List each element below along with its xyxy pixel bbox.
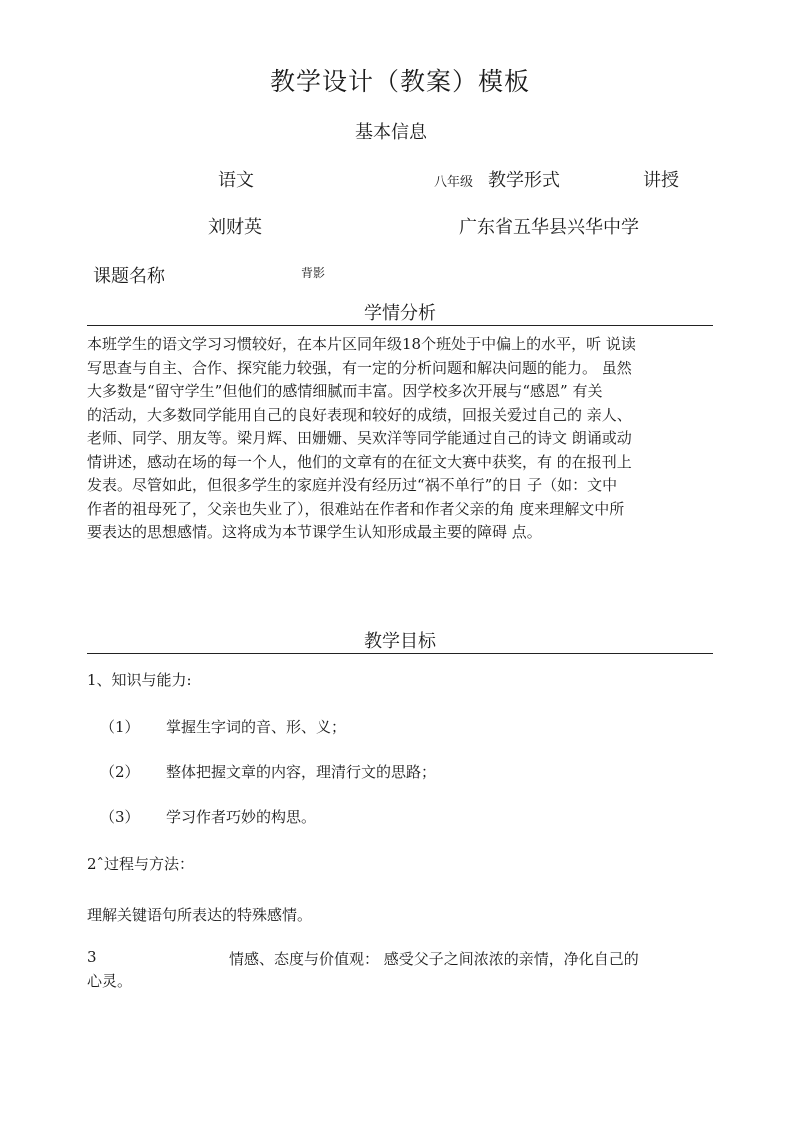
teacher-name: 刘财英 — [208, 217, 262, 238]
analysis-line: 写思查与自主、合作、探究能力较强，有一定的分析问题和解决问题的能力。 虽然 — [87, 358, 632, 377]
objective-item-number: （1） — [100, 718, 140, 736]
basic-info-heading: 基本信息 — [355, 122, 427, 143]
objective-section-2: 2ˆ过程与方法： — [87, 855, 195, 873]
topic-value: 背影 — [301, 266, 326, 280]
analysis-line: 情讲述，感动在场的每一个人，他们的文章有的在征文大赛中获奖，有 的在报刊上 — [87, 452, 632, 471]
objective-section-3-text: 情感、态度与价值观： 感受父子之间浓浓的亲情，净化自己的 — [229, 950, 639, 968]
analysis-heading: 学情分析 — [364, 303, 436, 324]
objective-section-2-text: 理解关键语句所表达的特殊感情。 — [87, 906, 313, 924]
subject-value: 语文 — [218, 170, 254, 191]
teaching-form-value: 讲授 — [643, 170, 679, 191]
objective-item-text: 学习作者巧妙的构思。 — [166, 808, 317, 826]
analysis-line: 作者的祖母死了，父亲也失业了），很难站在作者和作者父亲的角 度来理解文中所 — [87, 499, 625, 518]
objective-item-number: （2） — [100, 763, 140, 781]
objective-section-3-continuation: 心灵。 — [87, 972, 133, 990]
objectives-divider — [87, 653, 713, 654]
objective-section-3-number: 3 — [87, 948, 97, 966]
page-title: 教学设计（教案）模板 — [269, 67, 530, 96]
topic-label: 课题名称 — [93, 266, 165, 287]
analysis-line: 老师、同学、朋友等。梁月辉、田姗姗、吴欢洋等同学能通过自己的诗文 朗诵或动 — [87, 429, 632, 447]
analysis-line: 大多数是“留守学生”但他们的感情细腻而丰富。因学校多次开展与“感恩” 有关 — [87, 382, 603, 400]
analysis-line: 发表。尽管如此，但很多学生的家庭并没有经历过“祸不单行”的日 子（如：文中 — [87, 476, 618, 494]
objective-item-text: 整体把握文章的内容，理清行文的思路； — [166, 763, 437, 781]
teaching-form-label: 教学形式 — [488, 170, 560, 191]
objective-item-number: （3） — [100, 808, 140, 826]
analysis-paragraph — [87, 333, 713, 545]
objectives-heading: 教学目标 — [364, 631, 436, 652]
analysis-line: 要表达的思想感情。这将成为本节课学生认知形成最主要的障碍 点。 — [87, 523, 542, 541]
analysis-line: 本班学生的语文学习习惯较好，在本片区同年级18个班处于中偏上的水平，听 说读 — [87, 335, 636, 353]
school-name: 广东省五华县兴华中学 — [459, 217, 639, 238]
analysis-divider — [87, 325, 713, 326]
objective-section-1: 1、知识与能力: — [87, 671, 192, 689]
grade-value: 八年级 — [434, 175, 474, 190]
objective-item-text: 掌握生字词的音、形、义； — [166, 718, 347, 736]
analysis-line: 的活动，大多数同学能用自己的良好表现和较好的成绩，回报关爱过自己的 亲人、 — [87, 405, 632, 424]
